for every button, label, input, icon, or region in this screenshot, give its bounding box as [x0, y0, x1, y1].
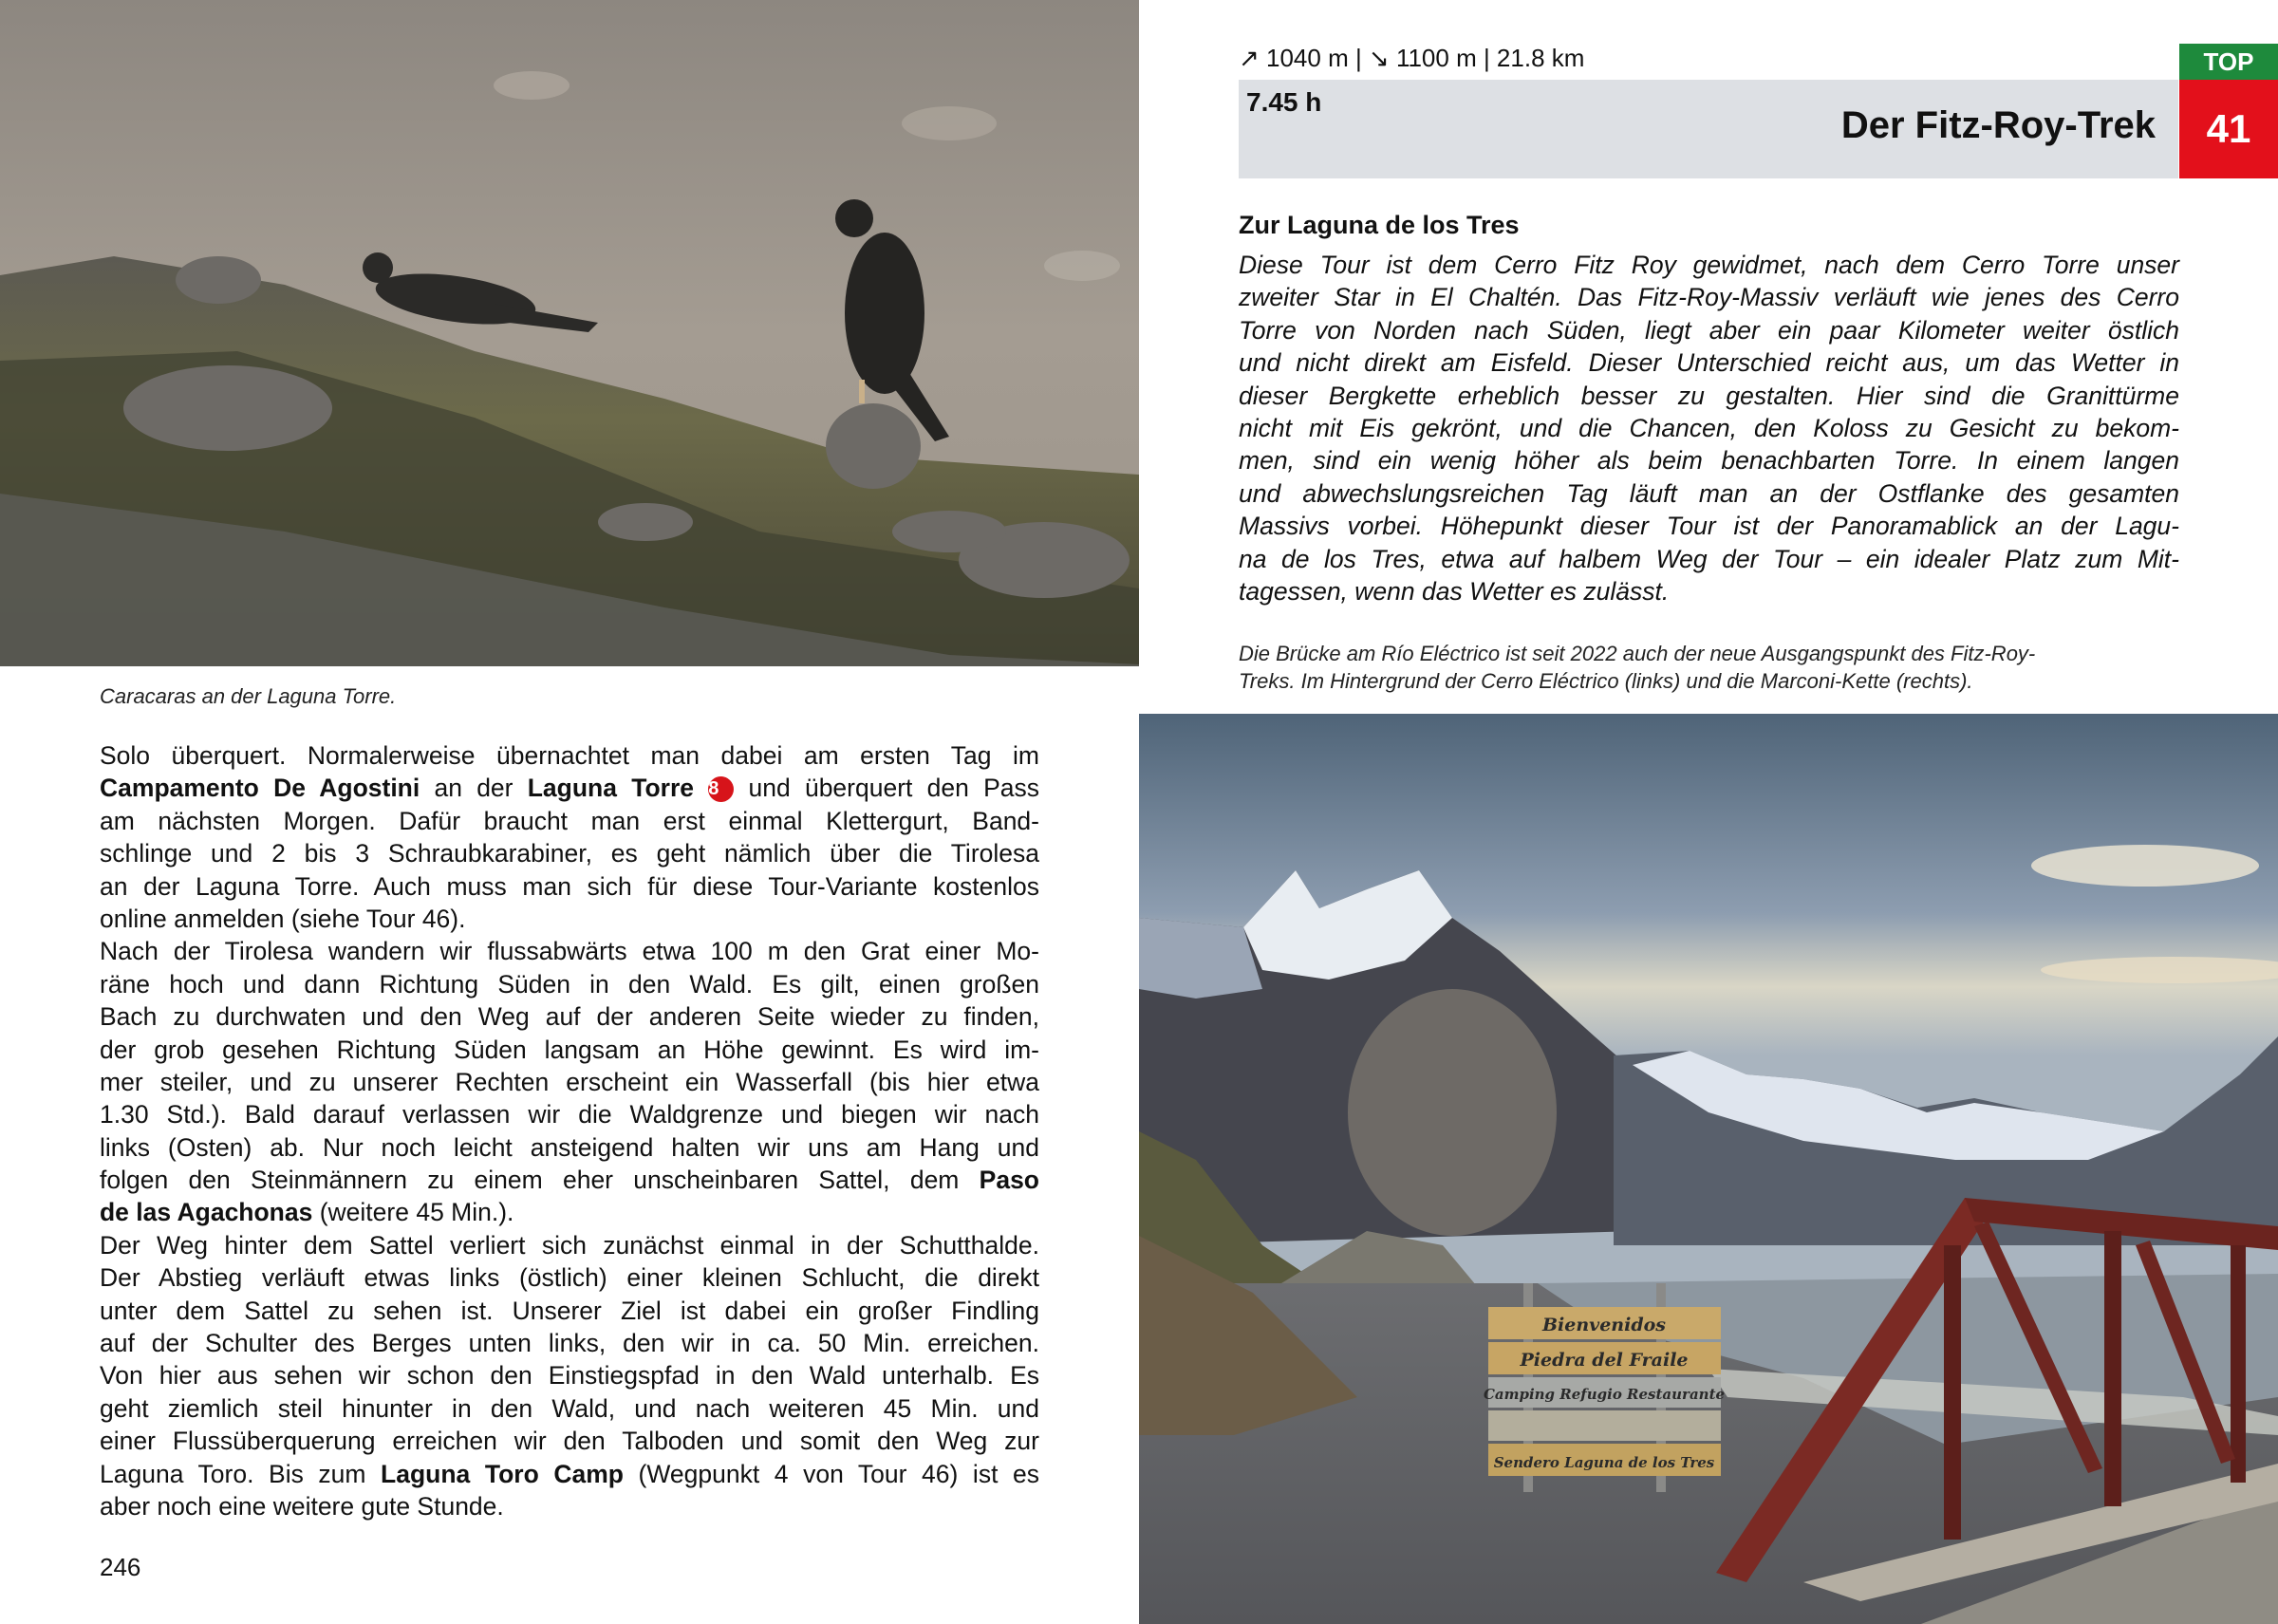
text-segment: na de los Tres, etwa auf halbem Weg der Tour – ein idealer Platz zum Mit- — [1239, 544, 2179, 573]
text-line — [1239, 281, 2179, 313]
text-segment: und abwechslungsreichen Tag läuft man an der Ostflanke des gesamten — [1239, 478, 2179, 508]
text-line — [100, 1131, 1039, 1164]
text-segment: nicht mit Eis gekrönt, und die Chancen, den Koloss zu Gesicht zu bekom- — [1239, 413, 2179, 442]
text-line — [1239, 314, 2179, 346]
text-segment: Der Weg hinter dem Sattel verliert sich zunächst einmal in der Schutthalde. — [100, 1230, 1039, 1260]
text-segment: und nicht direkt am Eisfeld. Dieser Unterschied reicht aus, um das Wetter in — [1239, 348, 2179, 378]
text-line — [100, 1359, 1039, 1391]
text-line — [100, 1034, 1039, 1066]
text-line — [1239, 543, 2179, 575]
text-segment: an der Laguna Torre. Auch muss man sich für diese Tour-Variante kostenlos — [100, 871, 1039, 901]
text-line — [100, 968, 1039, 1000]
trail-sign — [1484, 1283, 1725, 1492]
sign-line: Sendero Laguna de los Tres — [1493, 1454, 1715, 1471]
text-line — [1239, 510, 2179, 542]
text-segment: Solo überquert. Normalerweise übernachtet man dabei am ersten Tag im — [100, 741, 1039, 770]
text-segment: (Wegpunkt 4 von Tour 46) ist es — [623, 1459, 1039, 1488]
text-line — [100, 1425, 1039, 1457]
bold-text: Campamento De Agostini — [100, 774, 420, 803]
text-line — [1239, 477, 2179, 510]
text-line — [100, 1098, 1039, 1130]
text-line — [100, 903, 1039, 935]
text-line — [100, 837, 1039, 869]
bold-text: Laguna Torre — [527, 774, 694, 803]
waypoint-badge: 8 — [708, 776, 734, 802]
text-segment: men, sind ein wenig höher als beim benachbarten Torre. In einem langen — [1239, 446, 2179, 476]
text-segment: der grob gesehen Richtung Süden langsam an Höhe gewinnt. Es wird im- — [100, 1035, 1039, 1064]
text-line — [100, 1327, 1039, 1359]
text-line — [100, 739, 1039, 772]
text-line — [100, 935, 1039, 967]
text-segment: Von hier aus sehen wir schon den Einstiegspfad in den Wald unterhalb. Es — [100, 1361, 1039, 1391]
text-line — [100, 870, 1039, 903]
sign-line: Bienvenidos — [1542, 1315, 1666, 1335]
intro-text — [1239, 249, 2179, 607]
caption-line: Die Brücke am Río Eléctrico ist seit 2022 auch der neue Ausgangspunkt des Fitz-Roy- — [1239, 642, 2036, 665]
text-segment: Der Abstieg verläuft etwas links (östlich) einer kleinen Schlucht, die direkt — [100, 1263, 1039, 1293]
text-line — [100, 1392, 1039, 1425]
text-segment: Torre von Norden nach Süden, liegt aber ein paar Kilometer weiter östlich — [1239, 315, 2179, 345]
tour-number-badge: 41 — [2179, 80, 2278, 178]
text-segment: dieser Bergkette erheblich besser zu gestalten. Hier sind die Granittürme — [1239, 381, 2179, 410]
text-line — [100, 1066, 1039, 1098]
text-segment: auf der Schulter des Berges unten links, den wir in ca. 50 Min. erreichen. — [100, 1329, 1039, 1358]
text-segment: einer Flussüberquerung erreichen wir den Talboden und somit den Weg zur — [100, 1427, 1039, 1456]
photo-caption-left: Caracaras an der Laguna Torre. — [100, 684, 397, 708]
photo-bridge-rio-electrico — [1139, 714, 2278, 1624]
text-line — [1239, 575, 2179, 607]
tour-title: Der Fitz-Roy-Trek — [1840, 104, 2156, 146]
text-segment: 1.30 Std.). Bald darauf verlassen wir die Waldgrenze und biegen wir nach — [100, 1100, 1039, 1129]
body-text-left — [100, 739, 1039, 1522]
text-segment: mer steiler, und zu unserer Rechten erscheint ein Wasserfall (bis hier etwa — [100, 1067, 1039, 1096]
photo-caracaras — [0, 0, 1139, 666]
text-line — [100, 1196, 1039, 1228]
text-line — [100, 772, 1039, 804]
text-segment: geht ziemlich steil hinunter in den Wald, und nach weiteren 45 Min. und — [100, 1393, 1039, 1423]
page-number: 246 — [100, 1553, 141, 1581]
text-segment: online anmelden (siehe Tour 46). — [100, 904, 466, 933]
text-line — [100, 1458, 1039, 1490]
text-segment: zweiter Star in El Chaltén. Das Fitz-Roy-Massiv verläuft wie jenes des Cerro — [1239, 283, 2179, 312]
text-segment: (weitere 45 Min.). — [312, 1198, 514, 1227]
text-segment: und überquert den Pass — [734, 774, 1040, 803]
text-line — [1239, 412, 2179, 444]
caption-line: Treks. Im Hintergrund der Cerro Eléctrico (links) und die Marconi-Kette (rechts). — [1239, 669, 1973, 693]
text-segment: links (Osten) ab. Nur noch leicht ansteigend halten wir uns am Hang und — [100, 1132, 1039, 1162]
text-segment: tagessen, wenn das Wetter es zulässt. — [1239, 576, 1670, 606]
text-segment: schlinge und 2 bis 3 Schraubkarabiner, es geht nämlich über die Tirolesa — [100, 839, 1039, 868]
text-segment: folgen den Steinmännern zu einem eher unscheinbaren Sattel, dem — [100, 1166, 980, 1195]
text-line — [100, 805, 1039, 837]
text-line — [1239, 444, 2179, 476]
bold-text: Paso — [979, 1166, 1039, 1195]
section-subtitle: Zur Laguna de los Tres — [1239, 211, 1520, 239]
text-line — [100, 1000, 1039, 1033]
text-line — [100, 1229, 1039, 1261]
text-segment: Laguna Toro. Bis zum — [100, 1459, 382, 1488]
text-segment: an der — [420, 774, 528, 803]
sign-line: Piedra del Fraile — [1520, 1350, 1689, 1371]
text-line — [1239, 380, 2179, 412]
bold-text: Laguna Toro Camp — [381, 1459, 624, 1488]
text-line — [100, 1490, 1039, 1522]
text-line — [100, 1295, 1039, 1327]
text-line — [100, 1261, 1039, 1294]
text-line — [1239, 346, 2179, 379]
text-segment: unter dem Sattel zu sehen ist. Unserer Ziel ist dabei ein großer Findling — [100, 1296, 1039, 1325]
text-segment: Nach der Tirolesa wandern wir flussabwärts etwa 100 m den Grat einer Mo- — [100, 937, 1039, 966]
tour-duration: 7.45 h — [1246, 87, 1322, 117]
text-segment: aber noch eine weitere gute Stunde. — [100, 1491, 504, 1521]
text-line — [1239, 249, 2179, 281]
text-segment: am nächsten Morgen. Dafür braucht man erst einmal Klettergurt, Band- — [100, 806, 1039, 835]
top-badge: TOP — [2179, 44, 2278, 80]
photo-caption-right — [1239, 640, 2150, 695]
text-segment: Massivs vorbei. Höhepunkt dieser Tour ist der Panoramablick an der Lagu- — [1239, 512, 2179, 541]
text-segment — [694, 774, 708, 802]
text-segment: Diese Tour ist dem Cerro Fitz Roy gewidmet, nach dem Cerro Torre unser — [1239, 251, 2179, 279]
sign-line: Camping Refugio Restaurante — [1483, 1386, 1726, 1403]
tour-stats: ↗ 1040 m | ↘ 1100 m | 21.8 km — [1239, 44, 1585, 72]
text-segment: räne hoch und dann Richtung Süden in den Wald. Es gilt, einen großen — [100, 969, 1039, 999]
bold-text: de las Agachonas — [100, 1198, 313, 1227]
text-line — [100, 1164, 1039, 1196]
text-segment: Bach zu durchwaten und den Weg auf der anderen Seite wieder zu finden, — [100, 1002, 1039, 1032]
